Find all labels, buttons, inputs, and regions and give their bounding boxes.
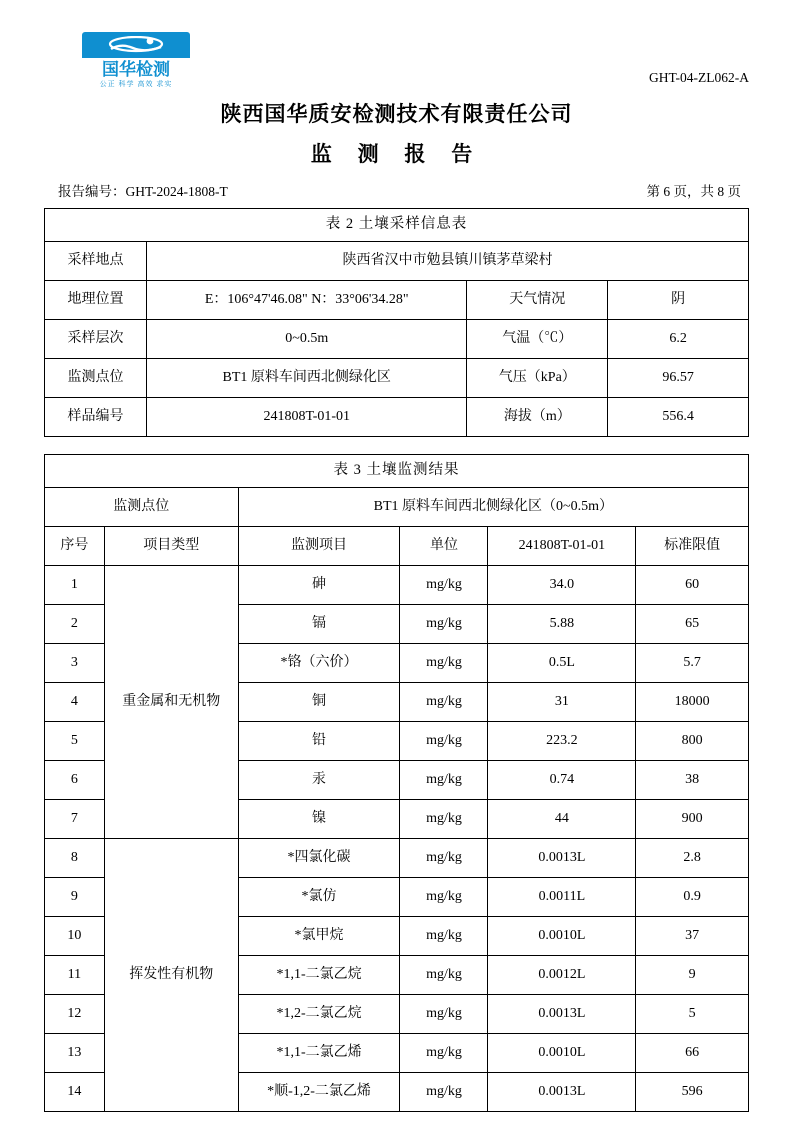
row-item: *四氯化碳 [238, 839, 400, 878]
company-logo [82, 32, 190, 94]
row-item: 镉 [238, 605, 400, 644]
row-unit: mg/kg [400, 1073, 488, 1112]
row-no: 9 [45, 878, 105, 917]
row-limit: 9 [636, 956, 749, 995]
row-value: 241808T-01-01 [147, 398, 467, 437]
row-no: 10 [45, 917, 105, 956]
logo-wave-icon [82, 32, 190, 58]
row-value: 0.74 [488, 761, 636, 800]
row-value: 0.0011L [488, 878, 636, 917]
row-no: 4 [45, 683, 105, 722]
column-header-item: 监测项目 [238, 527, 400, 566]
table-row [45, 839, 749, 878]
row-no: 6 [45, 761, 105, 800]
row-unit: mg/kg [400, 878, 488, 917]
table2-caption: 表 2 土壤采样信息表 [45, 209, 749, 242]
soil-monitoring-results-table [44, 454, 749, 1112]
table-row [45, 398, 749, 437]
row-limit: 5.7 [636, 644, 749, 683]
table-header-row [45, 527, 749, 566]
row-label-2: 气压（kPa） [467, 359, 608, 398]
table3-caption: 表 3 土壤监测结果 [45, 455, 749, 488]
row-value: 0.0013L [488, 1073, 636, 1112]
column-header-type: 项目类型 [104, 527, 238, 566]
row-no: 8 [45, 839, 105, 878]
table-row [45, 242, 749, 281]
column-header-no: 序号 [45, 527, 105, 566]
row-label: 地理位置 [45, 281, 147, 320]
row-limit: 5 [636, 995, 749, 1034]
row-value: 34.0 [488, 566, 636, 605]
group-label: 挥发性有机物 [104, 839, 238, 1112]
row-value: 5.88 [488, 605, 636, 644]
row-value: E：106°47'46.08" N：33°06'34.28" [147, 281, 467, 320]
row-unit: mg/kg [400, 566, 488, 605]
row-no: 1 [45, 566, 105, 605]
table-row [45, 281, 749, 320]
row-limit: 0.9 [636, 878, 749, 917]
row-item: 砷 [238, 566, 400, 605]
table-row [45, 359, 749, 398]
row-item: *1,1-二氯乙烷 [238, 956, 400, 995]
row-no: 14 [45, 1073, 105, 1112]
report-meta [44, 180, 749, 200]
row-limit: 800 [636, 722, 749, 761]
point-value: BT1 原料车间西北侧绿化区（0~0.5m） [238, 488, 748, 527]
logo-subtitle: 公正 科学 高效 求实 [99, 81, 173, 88]
row-unit: mg/kg [400, 761, 488, 800]
logo-name: 国华检测 [102, 60, 170, 79]
row-value: 0.0010L [488, 1034, 636, 1073]
row-value: 0.0010L [488, 917, 636, 956]
row-limit: 60 [636, 566, 749, 605]
row-label-2: 气温（℃） [467, 320, 608, 359]
column-header-unit: 单位 [400, 527, 488, 566]
soil-sampling-info-table [44, 208, 749, 437]
row-value: 0.0012L [488, 956, 636, 995]
row-unit: mg/kg [400, 683, 488, 722]
row-label-2: 海拔（m） [467, 398, 608, 437]
row-label-2: 天气情况 [467, 281, 608, 320]
row-value-2: 阴 [608, 281, 749, 320]
row-value: BT1 原料车间西北侧绿化区 [147, 359, 467, 398]
point-label: 监测点位 [45, 488, 239, 527]
page-number: 第 6 页，共 8 页 [646, 184, 741, 199]
row-no: 2 [45, 605, 105, 644]
row-unit: mg/kg [400, 995, 488, 1034]
row-label: 采样层次 [45, 320, 147, 359]
row-limit: 900 [636, 800, 749, 839]
row-limit: 37 [636, 917, 749, 956]
row-unit: mg/kg [400, 917, 488, 956]
row-value-2: 556.4 [608, 398, 749, 437]
company-title: 陕西国华质安检测技术有限责任公司 [220, 103, 573, 126]
row-value: 0.5L [488, 644, 636, 683]
row-value: 0.0013L [488, 995, 636, 1034]
row-label: 采样地点 [45, 242, 147, 281]
report-title: 监 测 报 告 [310, 143, 483, 166]
row-item: *氯仿 [238, 878, 400, 917]
row-item: 铜 [238, 683, 400, 722]
row-limit: 2.8 [636, 839, 749, 878]
row-no: 7 [45, 800, 105, 839]
table-caption-row [45, 209, 749, 242]
row-value: 0.0013L [488, 839, 636, 878]
row-no: 5 [45, 722, 105, 761]
row-limit: 18000 [636, 683, 749, 722]
row-value: 31 [488, 683, 636, 722]
row-limit: 66 [636, 1034, 749, 1073]
row-item: *顺-1,2-二氯乙烯 [238, 1073, 400, 1112]
table-row [45, 566, 749, 605]
row-label: 样品编号 [45, 398, 147, 437]
table-point-row [45, 488, 749, 527]
column-header-sample: 241808T-01-01 [488, 527, 636, 566]
row-item: 镍 [238, 800, 400, 839]
row-value-2: 96.57 [608, 359, 749, 398]
row-value: 223.2 [488, 722, 636, 761]
row-limit: 65 [636, 605, 749, 644]
row-unit: mg/kg [400, 1034, 488, 1073]
row-item: *铬（六价） [238, 644, 400, 683]
row-item: *1,2-二氯乙烷 [238, 995, 400, 1034]
row-unit: mg/kg [400, 722, 488, 761]
row-unit: mg/kg [400, 605, 488, 644]
row-unit: mg/kg [400, 839, 488, 878]
column-header-limit: 标准限值 [636, 527, 749, 566]
table-row [45, 320, 749, 359]
wave-icon [101, 36, 171, 56]
group-label: 重金属和无机物 [104, 566, 238, 839]
row-label: 监测点位 [45, 359, 147, 398]
row-value: 44 [488, 800, 636, 839]
row-limit: 38 [636, 761, 749, 800]
row-no: 12 [45, 995, 105, 1034]
row-no: 13 [45, 1034, 105, 1073]
row-no: 11 [45, 956, 105, 995]
row-unit: mg/kg [400, 956, 488, 995]
row-value: 陕西省汉中市勉县镇川镇茅草梁村 [147, 242, 749, 281]
row-value: 0~0.5m [147, 320, 467, 359]
table-caption-row [45, 455, 749, 488]
row-no: 3 [45, 644, 105, 683]
document-code: GHT-04-ZL062-A [649, 70, 749, 85]
document-header [44, 30, 749, 96]
row-item: 铅 [238, 722, 400, 761]
report-number: 报告编号：GHT-2024-1808-T [58, 184, 228, 199]
row-item: *氯甲烷 [238, 917, 400, 956]
row-limit: 596 [636, 1073, 749, 1112]
row-item: *1,1-二氯乙烯 [238, 1034, 400, 1073]
row-unit: mg/kg [400, 644, 488, 683]
row-unit: mg/kg [400, 800, 488, 839]
row-value-2: 6.2 [608, 320, 749, 359]
row-item: 汞 [238, 761, 400, 800]
